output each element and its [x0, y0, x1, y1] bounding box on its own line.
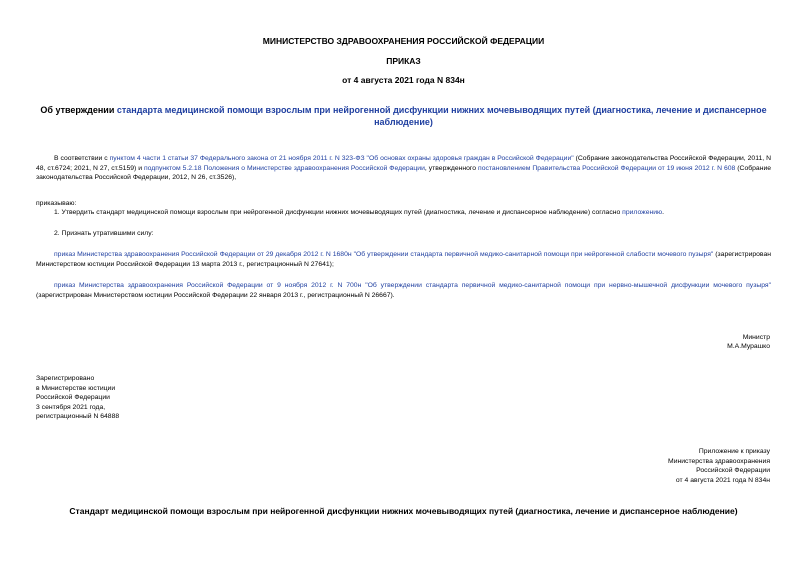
repeal-2-text: (зарегистрирован Министерством юстиции Российской Федерации 22 января 2013 г., регистрационный N 26667).: [36, 291, 395, 299]
law-323-link[interactable]: пунктом 4 части 1 статьи 37 Федерального закона от 21 ноября 2011 г. N 323-ФЗ "Об основах охраны здоровья граждан в Российской Федерации": [109, 155, 574, 162]
preamble-paragraph: [36, 154, 771, 183]
registration-line: 3 сентября 2021 года,: [36, 403, 106, 411]
doc-type-heading: ПРИКАЗ: [386, 56, 421, 66]
appendix-line: от 4 августа 2021 года N 834н: [675, 476, 770, 484]
title-prefix: Об утверждении: [40, 105, 117, 115]
document-title: [36, 104, 771, 128]
preamble-text-3: , утвержденного: [424, 164, 479, 172]
registration-block: [36, 374, 236, 422]
doc-date-number: от 4 августа 2021 года N 834н: [342, 75, 465, 85]
standard-title: Стандарт медицинской помощи взрослым при нейрогенной дисфункции нижних мочевыводящих путей (диагностика, лечение и диспансерное наблюдение): [69, 506, 738, 516]
item-1-end: .: [662, 209, 665, 216]
order-word: приказываю:: [36, 200, 77, 207]
repeal-1-text: (зарегистрирован Министерством юстиции Российской Федерации 13 марта 2013 г., регистрационный N 27641);: [36, 251, 771, 268]
repeal-2-paragraph: [36, 281, 771, 300]
registration-line: Российской Федерации: [36, 394, 110, 401]
appendix-block: [500, 447, 770, 485]
preamble-text-2: (Собрание законодательства Российской Федерации, 2011, N 48, ст.6724; 2021, N 27, ст.5159) и: [36, 155, 771, 172]
repeal-1-paragraph: [36, 250, 771, 269]
appendix-link[interactable]: приложению: [622, 209, 663, 216]
item-2-paragraph: 2. Признать утратившими силу:: [54, 230, 154, 237]
regulation-5-2-18-link[interactable]: подпунктом 5.2.18 Положения о Министерстве здравоохранения Российской Федерации: [143, 164, 425, 172]
appendix-line: Министерства здравоохранения: [668, 457, 770, 465]
item-1-paragraph: [54, 208, 771, 218]
item-1-text: 1. Утвердить стандарт медицинской помощи взрослым при нейрогенной дисфункции нижних мочевыводящих путей (диагностика, лечение и диспансерное наблюдение) согласно: [54, 209, 623, 216]
appendix-line: Российской Федерации: [696, 467, 770, 474]
signature-name: М.А.Мурашко: [727, 343, 770, 350]
appendix-line: Приложение к приказу: [698, 448, 770, 455]
government-decree-608-link[interactable]: постановлением Правительства Российской Федерации от 19 июня 2012 г. N 608: [478, 164, 736, 172]
registration-line: регистрационный N 64888: [36, 413, 120, 420]
title-standard-link[interactable]: стандарта медицинской помощи взрослым при нейрогенной дисфункции нижних мочевыводящих путей (диагностика, лечение и диспансерное наблюдение): [116, 105, 767, 127]
registration-line: в Министерстве юстиции: [36, 384, 116, 392]
signature-position: Министр: [742, 334, 770, 341]
order-700n-link[interactable]: приказ Министерства здравоохранения Российской Федерации от 9 ноября 2012 г. N 700н "Об утверждении стандарта первичной медико-санитарной помощи при нервно-мышечной дисфункции мочевого пузыря": [54, 282, 771, 289]
preamble-text-1: В соответствии с: [54, 155, 110, 162]
registration-line: Зарегистрировано: [36, 375, 95, 382]
preamble-text-4: (Собрание законодательства Российской Федерации, 2012, N 26, ст.3526),: [36, 164, 772, 181]
order-1680n-link[interactable]: приказ Министерства здравоохранения Российской Федерации от 29 декабря 2012 г. N 1680н "Об утверждении стандарта первичной медико-санитарной помощи при нейрогенной слабости мочевого пузыря": [54, 251, 714, 258]
ministry-heading: МИНИСТЕРСТВО ЗДРАВООХРАНЕНИЯ РОССИЙСКОЙ ФЕДЕРАЦИИ: [262, 36, 545, 46]
